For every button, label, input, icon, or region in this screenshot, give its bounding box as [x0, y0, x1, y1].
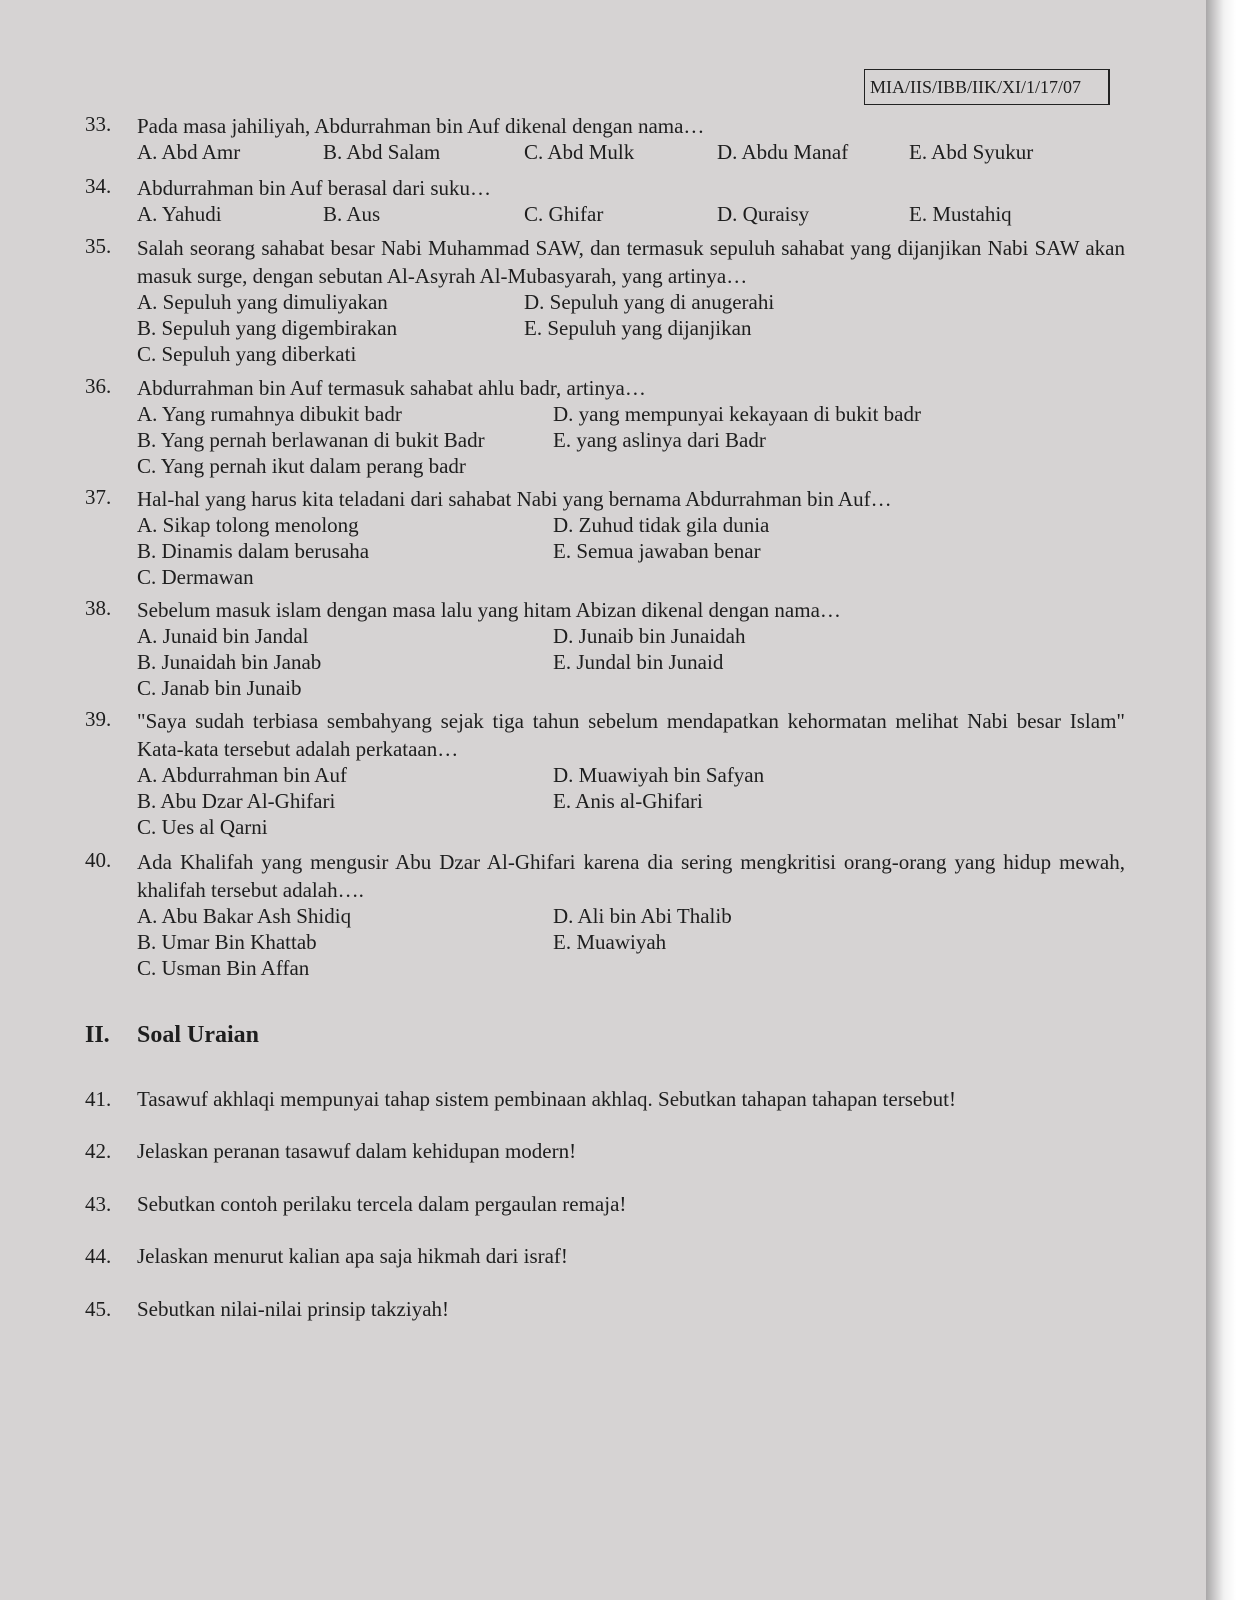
question-text: Abdurrahman bin Auf termasuk sahabat ahlu badr, artinya…: [137, 376, 646, 400]
question-text: Hal-hal yang harus kita teladani dari sahabat Nabi yang bernama Abdurrahman bin Auf…: [137, 487, 892, 511]
question-text: Ada Khalifah yang mengusir Abu Dzar Al-Ghifari karena dia sering mengkritisi orang-orang yang hidup mewah, khalifah tersebut adalah….: [137, 850, 1125, 902]
essay-question-41: [85, 1087, 956, 1112]
option-e: E. Mustahiq: [909, 202, 1012, 226]
document-code: MIA/IIS/IBB/IIK/XI/1/17/07: [864, 69, 1110, 105]
essay-number: 43.: [85, 1192, 112, 1216]
essay-text: Jelaskan peranan tasawuf dalam kehidupan modern!: [137, 1139, 577, 1163]
option-c: C. Ues al Qarni: [137, 815, 268, 839]
question-40: [85, 848, 1125, 984]
essay-number: 42.: [85, 1139, 112, 1163]
option-c: C. Sepuluh yang diberkati: [137, 342, 357, 366]
question-38: [85, 596, 1125, 704]
option-d: D. yang mempunyai kekayaan di bukit badr: [553, 402, 921, 426]
option-d: D. Junaib bin Junaidah: [553, 624, 746, 648]
option-e: E. yang aslinya dari Badr: [553, 428, 766, 452]
essay-question-43: [85, 1192, 626, 1217]
question-39: [85, 707, 1125, 843]
option-e: E. Anis al-Ghifari: [553, 789, 703, 813]
section-number: II.: [85, 1022, 110, 1048]
question-text: "Saya sudah terbiasa sembahyang sejak tiga tahun sebelum mendapatkan kehormatan melihat Nabi besar Islam" Kata-kata tersebut adalah perkataan…: [137, 709, 1125, 761]
option-a: A. Sepuluh yang dimuliyakan: [137, 290, 388, 314]
option-b: B. Aus: [323, 202, 381, 226]
option-b: B. Abd Salam: [323, 140, 441, 164]
option-e: E. Abd Syukur: [909, 140, 1034, 164]
question-34: [85, 174, 1125, 230]
essay-question-45: [85, 1297, 449, 1322]
option-a: A. Abu Bakar Ash Shidiq: [137, 904, 352, 928]
option-b: B. Sepuluh yang digembirakan: [137, 316, 398, 340]
option-c: C. Janab bin Junaib: [137, 676, 302, 700]
option-d: D. Sepuluh yang di anugerahi: [524, 290, 775, 314]
option-e: E. Semua jawaban benar: [553, 539, 761, 563]
option-b: B. Umar Bin Khattab: [137, 930, 317, 954]
option-c: C. Yang pernah ikut dalam perang badr: [137, 454, 466, 478]
option-d: D. Abdu Manaf: [717, 140, 849, 164]
question-number: 36.: [85, 374, 112, 398]
option-e: E. Muawiyah: [553, 930, 667, 954]
question-33: [85, 112, 1125, 168]
option-a: A. Yang rumahnya dibukit badr: [137, 402, 402, 426]
essay-number: 44.: [85, 1244, 112, 1268]
question-text: Pada masa jahiliyah, Abdurrahman bin Auf dikenal dengan nama…: [137, 114, 705, 138]
option-c: C. Abd Mulk: [524, 140, 635, 164]
question-37: [85, 485, 1125, 593]
page-edge: [1206, 0, 1236, 1600]
question-number: 38.: [85, 596, 112, 620]
option-d: D. Muawiyah bin Safyan: [553, 763, 765, 787]
question-35: [85, 234, 1125, 370]
option-b: B. Yang pernah berlawanan di bukit Badr: [137, 428, 485, 452]
question-number: 37.: [85, 485, 112, 509]
question-number: 35.: [85, 234, 112, 258]
question-36: [85, 374, 1125, 482]
essay-question-44: [85, 1244, 568, 1269]
option-e: E. Sepuluh yang dijanjikan: [524, 316, 752, 340]
essay-text: Sebutkan contoh perilaku tercela dalam pergaulan remaja!: [137, 1192, 627, 1216]
section-heading: [85, 1022, 259, 1049]
essay-text: Tasawuf akhlaqi mempunyai tahap sistem pembinaan akhlaq. Sebutkan tahapan tahapan tersebut!: [137, 1087, 957, 1111]
essay-text: Sebutkan nilai-nilai prinsip takziyah!: [137, 1297, 450, 1321]
essay-question-42: [85, 1139, 576, 1164]
essay-number: 45.: [85, 1297, 112, 1321]
question-number: 34.: [85, 174, 112, 198]
option-e: E. Jundal bin Junaid: [553, 650, 724, 674]
question-number: 39.: [85, 707, 112, 731]
option-c: C. Dermawan: [137, 565, 254, 589]
essay-number: 41.: [85, 1087, 112, 1111]
option-b: B. Dinamis dalam berusaha: [137, 539, 370, 563]
question-text: Abdurrahman bin Auf berasal dari suku…: [137, 176, 491, 200]
option-c: C. Ghifar: [524, 202, 604, 226]
essay-text: Jelaskan menurut kalian apa saja hikmah dari israf!: [137, 1244, 568, 1268]
question-text: Sebelum masuk islam dengan masa lalu yang hitam Abizan dikenal dengan nama…: [137, 598, 841, 622]
question-number: 33.: [85, 112, 112, 136]
option-c: C. Usman Bin Affan: [137, 956, 310, 980]
option-a: A. Sikap tolong menolong: [137, 513, 359, 537]
option-b: B. Junaidah bin Janab: [137, 650, 322, 674]
option-a: A. Abd Amr: [137, 140, 241, 164]
question-text: Salah seorang sahabat besar Nabi Muhammad SAW, dan termasuk sepuluh sahabat yang dijanjikan Nabi SAW akan masuk surge, dengan sebutan Al-Asyrah Al-Mubasyarah, yang artinya…: [137, 236, 1125, 288]
option-b: B. Abu Dzar Al-Ghifari: [137, 789, 336, 813]
question-number: 40.: [85, 848, 112, 872]
option-d: D. Quraisy: [717, 202, 810, 226]
option-a: A. Junaid bin Jandal: [137, 624, 309, 648]
option-d: D. Ali bin Abi Thalib: [553, 904, 732, 928]
section-title: Soal Uraian: [137, 1022, 260, 1048]
option-a: A. Abdurrahman bin Auf: [137, 763, 347, 787]
option-d: D. Zuhud tidak gila dunia: [553, 513, 770, 537]
option-a: A. Yahudi: [137, 202, 222, 226]
